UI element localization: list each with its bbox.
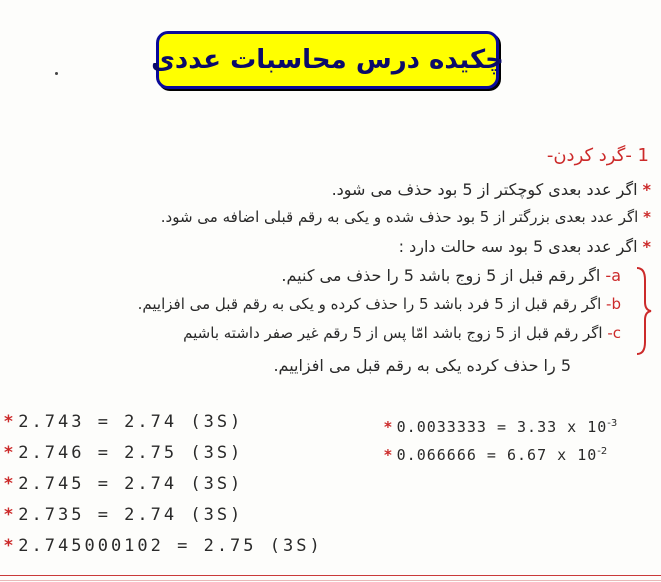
example-left-1 xyxy=(4,412,243,432)
example-expression: 2.746 = 2.75 (3S) xyxy=(18,443,244,463)
section-number: 1 xyxy=(637,145,649,166)
star-icon: * xyxy=(4,443,13,463)
bracket-icon xyxy=(633,266,653,356)
bottom-rule xyxy=(0,575,661,576)
example-expression: 0.0033333 = 3.33 x 10 xyxy=(396,418,608,436)
example-left-5 xyxy=(4,536,323,556)
example-right-1 xyxy=(384,418,617,436)
example-left-3 xyxy=(4,474,243,494)
rule-2 xyxy=(161,208,651,226)
case-a: a- اگر رقم قبل از 5 زوج باشد 5 را حذف می کنیم. xyxy=(281,266,621,285)
star-icon: * xyxy=(642,180,651,199)
case-b: b- اگر رقم قبل از 5 فرد باشد 5 را حذف کرده و یکی به رقم قبل می افزاییم. xyxy=(137,295,621,313)
example-expression: 2.745 = 2.74 (3S) xyxy=(18,474,244,494)
case-a-label: a xyxy=(611,266,621,285)
star-icon: * xyxy=(384,418,392,436)
stray-mark xyxy=(55,72,58,75)
rule-3-text: اگر عدد بعدی 5 بود سه حالت دارد : xyxy=(398,237,638,256)
example-expression: 2.745000102 = 2.75 (3S) xyxy=(18,536,323,556)
example-left-2 xyxy=(4,443,243,463)
example-left-4 xyxy=(4,505,243,525)
case-c-continuation: 5 را حذف کرده یکی به رقم قبل می افزاییم. xyxy=(273,356,571,375)
example-right-2 xyxy=(384,446,607,464)
star-icon: * xyxy=(642,237,651,256)
rule-1 xyxy=(332,180,651,199)
case-c: c- اگر رقم قبل از 5 زوج باشد امّا پس از 5 رقم غیر صفر داشته باشیم xyxy=(183,324,621,342)
example-expression: 2.735 = 2.74 (3S) xyxy=(18,505,244,525)
section-heading xyxy=(547,145,649,166)
exponent: -2 xyxy=(597,446,608,457)
section-heading-text: -گرد کردن- xyxy=(546,145,632,166)
rule-2-text: اگر عدد بعدی بزرگتر از 5 بود حذف شده و یکی به رقم قبلی اضافه می شود. xyxy=(160,208,639,226)
example-expression: 2.743 = 2.74 (3S) xyxy=(18,412,244,432)
rule-1-text: اگر عدد بعدی کوچکتر از 5 بود حذف می شود. xyxy=(331,180,638,199)
page-title: چکیده درس محاسبات عددی xyxy=(151,45,504,75)
case-c-text: اگر رقم قبل از 5 زوج باشد امّا پس از 5 رقم غیر صفر داشته باشیم xyxy=(183,324,603,342)
case-c-label: c xyxy=(612,324,621,342)
bottom-rule-faint xyxy=(0,580,661,581)
example-expression: 0.066666 = 6.67 x 10 xyxy=(396,446,598,464)
star-icon: * xyxy=(4,474,13,494)
star-icon: * xyxy=(384,446,392,464)
case-b-text: اگر رقم قبل از 5 فرد باشد 5 را حذف کرده و یکی به رقم قبل می افزاییم. xyxy=(137,295,602,313)
title-banner xyxy=(151,31,504,89)
star-icon: * xyxy=(4,412,13,432)
case-a-text: اگر رقم قبل از 5 زوج باشد 5 را حذف می کنیم. xyxy=(281,266,601,285)
rule-3 xyxy=(399,237,651,256)
star-icon: * xyxy=(4,536,13,556)
exponent: -3 xyxy=(607,418,618,429)
star-icon: * xyxy=(643,208,651,226)
star-icon: * xyxy=(4,505,13,525)
case-b-label: b xyxy=(611,295,621,313)
